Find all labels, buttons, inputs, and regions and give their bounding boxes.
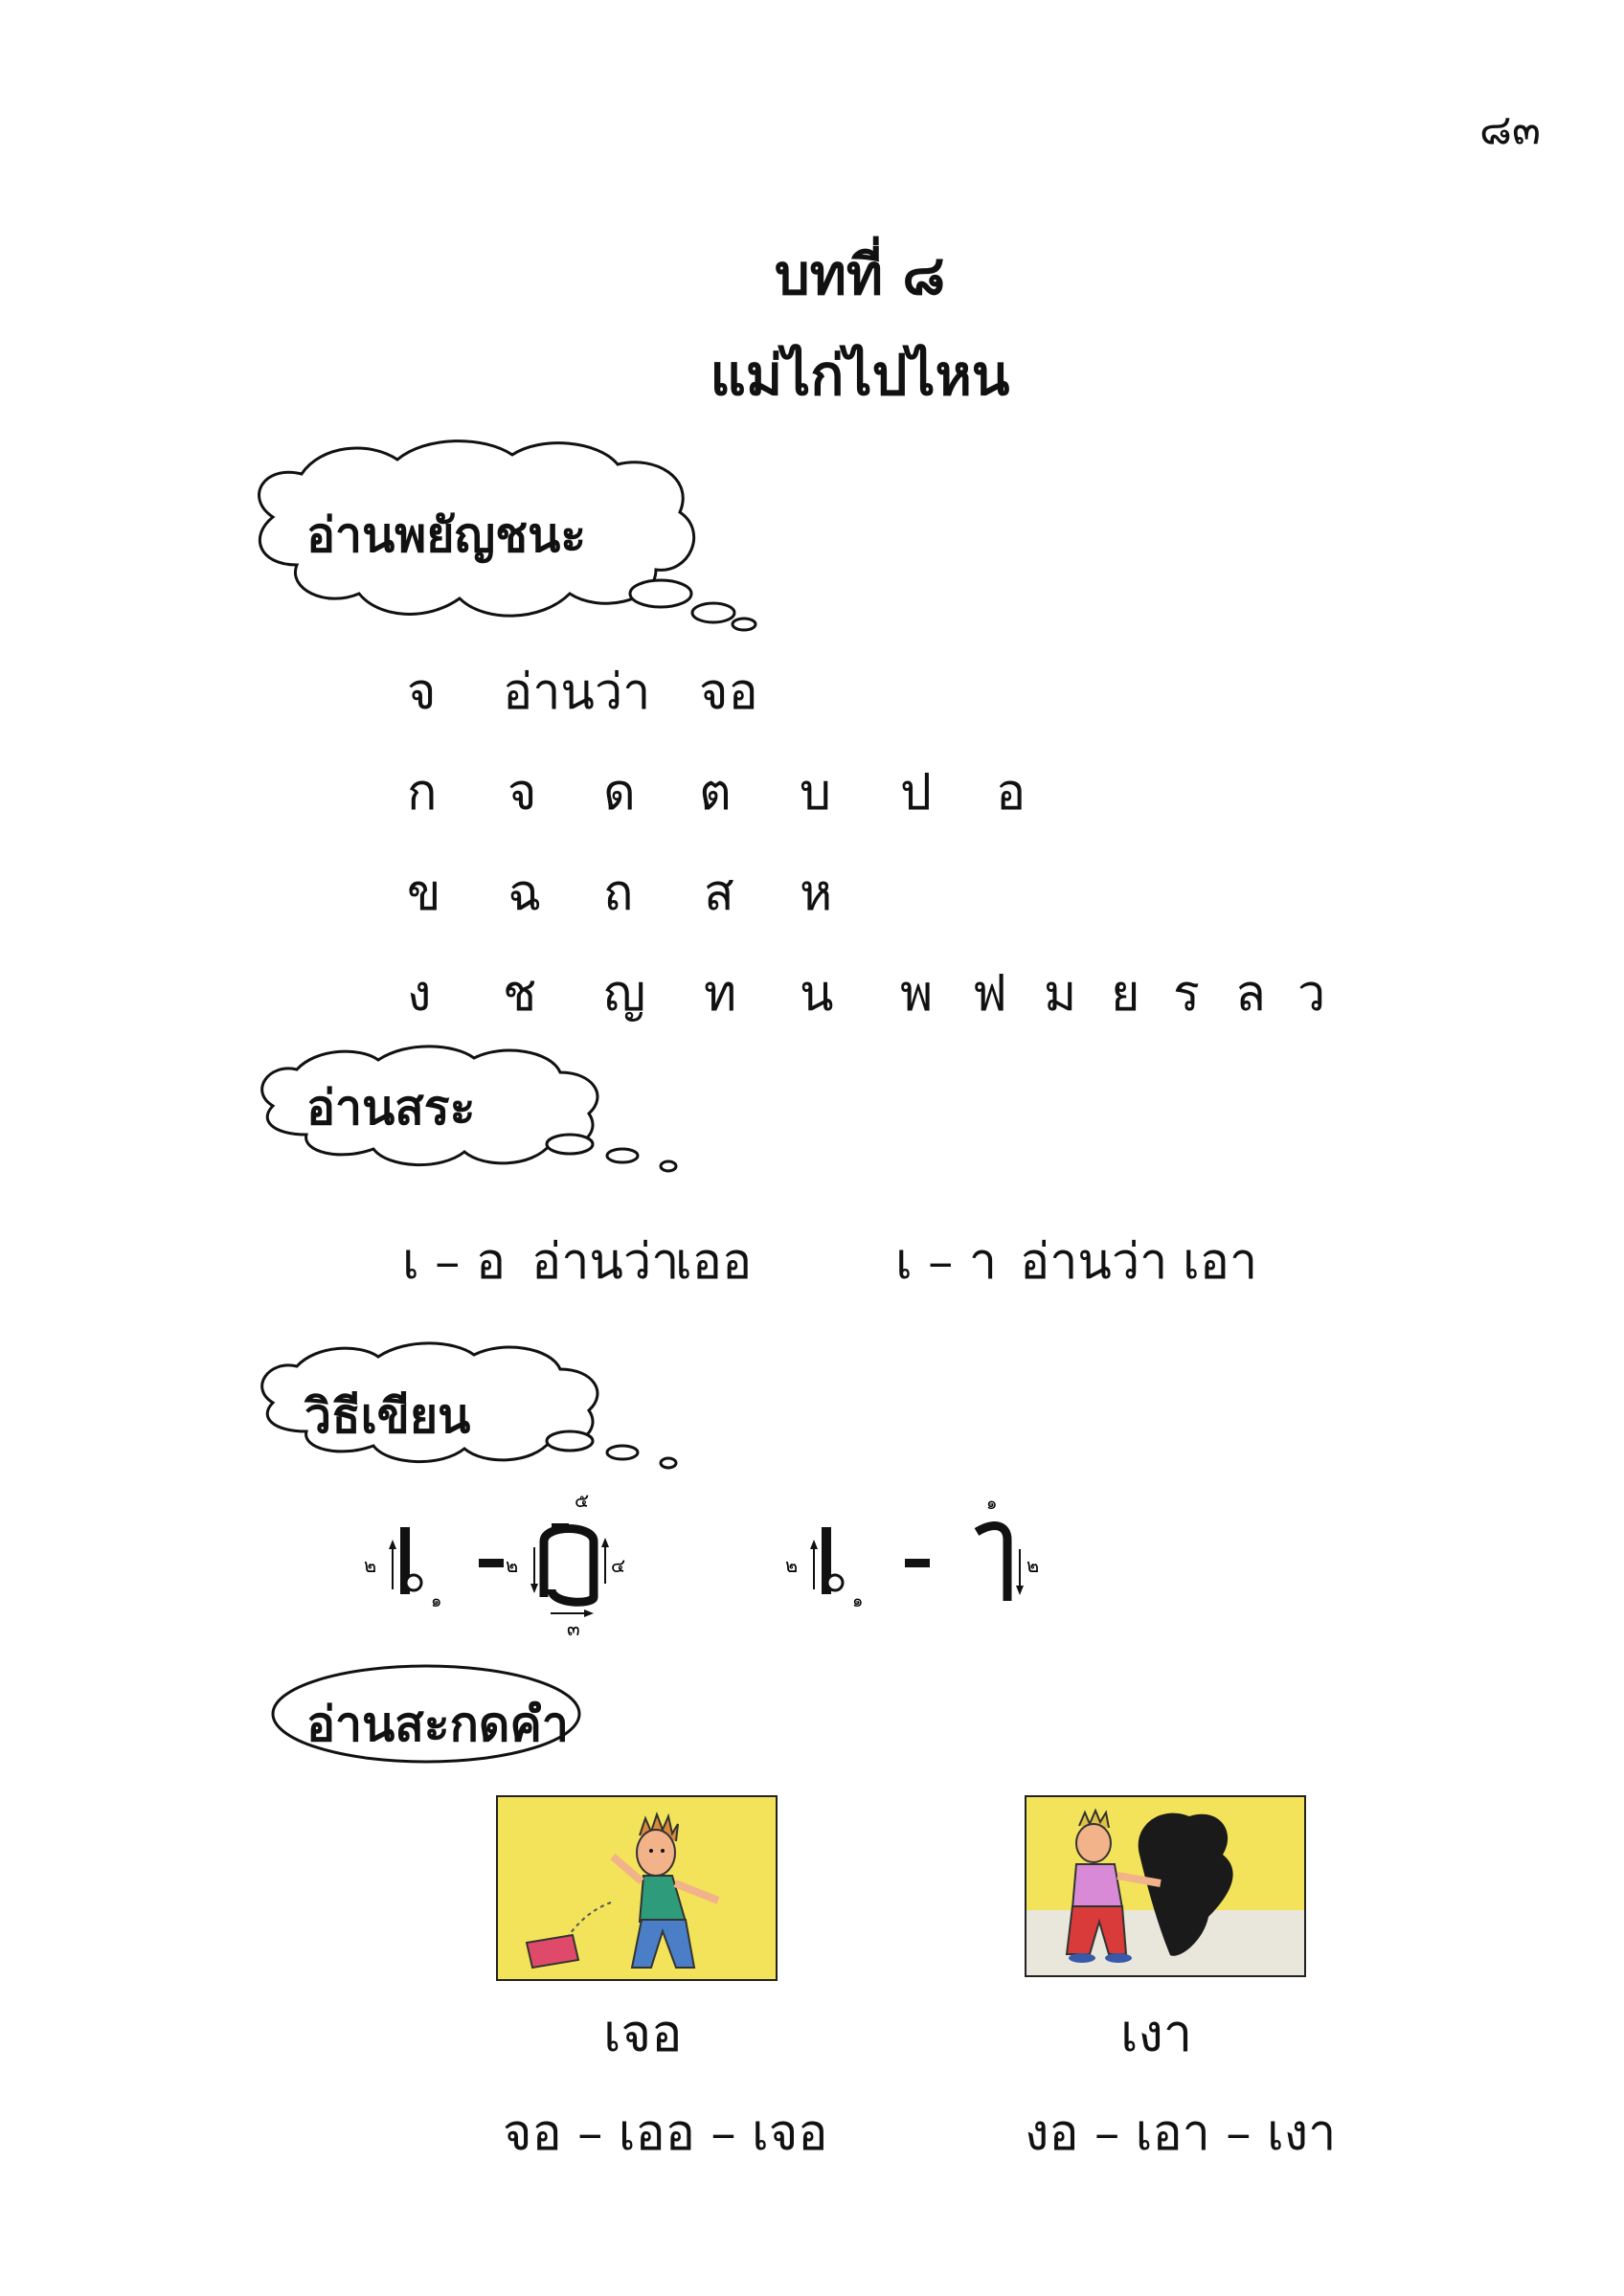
- stroke-number: ๑: [986, 1494, 998, 1514]
- vowel-row: [0, 1221, 1624, 1297]
- consonant-intro-row: [0, 651, 1624, 728]
- reads-as-label: อ่านว่า: [531, 1233, 680, 1291]
- consonant-letter: ป: [900, 764, 933, 822]
- consonant-letter: อ: [996, 764, 1026, 822]
- consonant-letter: พ: [900, 965, 934, 1023]
- consonant-letter: น: [800, 965, 834, 1023]
- picture-shadow: [1025, 1795, 1306, 1977]
- consonant-letter: ง: [407, 965, 432, 1023]
- stroke-number: ๑: [431, 1591, 442, 1611]
- consonant-letter: บ: [800, 764, 832, 822]
- consonant-letter: ร: [1173, 965, 1200, 1023]
- consonant-letter: ต: [699, 764, 732, 822]
- lesson-number: บทที่ ๘: [774, 242, 946, 307]
- stroke-number: ๑: [852, 1591, 864, 1611]
- lesson-title: แม่ไก่ไปไหน: [710, 343, 1010, 408]
- vowel-name: เอา: [1183, 1233, 1258, 1291]
- stroke-order-sara-e-o: [364, 1489, 625, 1637]
- vowel-form: เ – อ: [402, 1233, 507, 1291]
- consonant-row-2: [0, 852, 1624, 929]
- consonant-letter: ฉ: [508, 865, 542, 922]
- consonant-letter: ก: [407, 764, 438, 822]
- picture-found-money: [496, 1795, 778, 1981]
- stroke-arrow: [810, 1540, 818, 1549]
- spelling-line: จอ – เออ – เจอ: [503, 2105, 828, 2162]
- stroke-number: ๕: [575, 1489, 590, 1512]
- consonant-letter: ฟ: [972, 965, 1007, 1023]
- stroke-number: ๒: [785, 1554, 799, 1577]
- vowel-stroke: [544, 1529, 594, 1603]
- consonant-letter: ล: [1235, 965, 1266, 1023]
- section-label-writing: วิธีเขียน: [304, 1387, 471, 1444]
- consonant-letter: ถ: [603, 865, 634, 922]
- vowel-name: เออ: [675, 1233, 753, 1291]
- stroke-arrow: [1016, 1586, 1024, 1595]
- consonant-letter: ญ: [603, 965, 646, 1023]
- consonant-letter: ว: [1297, 965, 1326, 1023]
- consonant-letter: จ: [407, 664, 437, 721]
- reads-as-label: อ่านว่า: [503, 664, 651, 721]
- section-label-consonants: อ่านพยัญชนะ: [306, 506, 587, 563]
- consonant-letter: จ: [508, 764, 537, 822]
- stroke-arrow: [601, 1538, 609, 1547]
- consonant-letter: ส: [704, 865, 734, 922]
- stroke-arrow: [530, 1584, 538, 1593]
- consonant-letter: ม: [1044, 965, 1077, 1023]
- vocab-word: เงา: [1120, 2003, 1193, 2063]
- illustration-boy-with-shadow: [1026, 1797, 1304, 1975]
- stroke-order-sara-ao: [785, 1494, 1039, 1611]
- vowel-stroke: [827, 1575, 843, 1590]
- reads-as-label: อ่านว่า: [1020, 1233, 1168, 1291]
- vocab-word: เจอ: [603, 2003, 683, 2063]
- section-label-spelling: อ่านสะกดคำ: [306, 1696, 569, 1752]
- consonant-name: จอ: [699, 664, 758, 721]
- stroke-number: ๓: [567, 1617, 580, 1637]
- consonant-row-3: [0, 953, 1624, 1029]
- consonant-letter: ห: [800, 865, 833, 922]
- spelling-line: งอ – เอา – เงา: [1025, 2105, 1337, 2162]
- consonant-row-1: [0, 752, 1624, 828]
- vowel-stroke: [406, 1575, 421, 1590]
- section-label-vowels: อ่านสระ: [306, 1079, 476, 1136]
- consonant-letter: ท: [704, 965, 737, 1023]
- stroke-number: ๒: [1026, 1554, 1040, 1577]
- dash-mark: [905, 1559, 930, 1567]
- page-number: ๘๓: [1479, 105, 1542, 154]
- dash-mark: [479, 1559, 504, 1567]
- vowel-stroke: [977, 1526, 1007, 1601]
- stroke-number: ๒: [364, 1554, 377, 1577]
- stroke-arrow: [389, 1540, 396, 1549]
- consonant-letter: ด: [603, 764, 636, 822]
- vowel-form: เ – า: [895, 1233, 998, 1291]
- consonant-letter: ข: [407, 865, 441, 922]
- illustration-boy-finding-money: [498, 1797, 776, 1979]
- stroke-order-diagram: [364, 1484, 1092, 1637]
- stroke-number: ๔: [611, 1554, 626, 1577]
- consonant-letter: ย: [1111, 965, 1140, 1023]
- consonant-letter: ช: [503, 965, 537, 1023]
- stroke-number: ๒: [506, 1554, 519, 1577]
- stroke-arrow: [584, 1609, 594, 1617]
